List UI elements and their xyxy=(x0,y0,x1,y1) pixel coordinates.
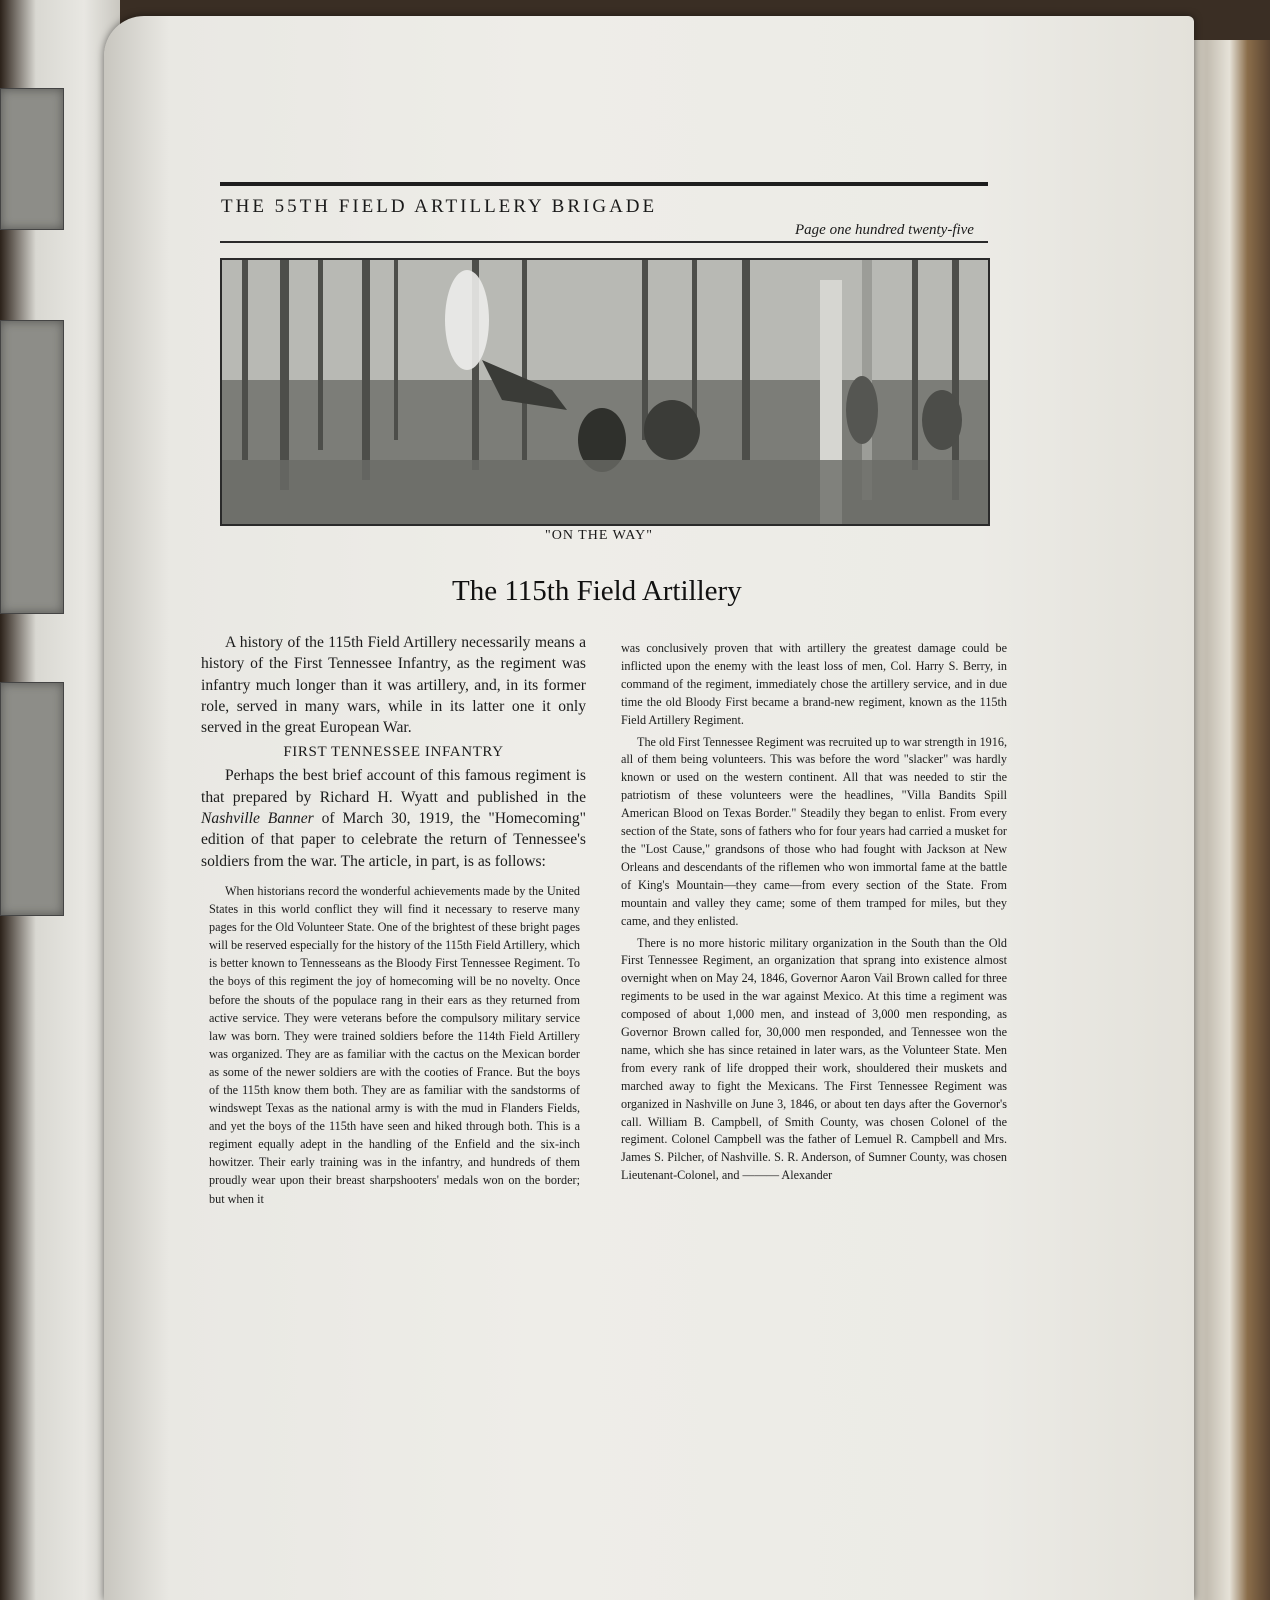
page-number: Page one hundred twenty-five xyxy=(795,222,974,238)
right-paragraph-1: was conclusively proven that with artillery the greatest damage could be inflicted upon the enemy with the least loss of men, Col. Harry S. Berry, in command of the regiment, immediately chose the artillery service, and in due time the old Bloody First became a brand-new regiment, known as the 115th Field Artillery Regiment. xyxy=(621,641,1007,727)
header-rule-bottom xyxy=(220,241,988,243)
forest-artillery-photo xyxy=(220,258,990,526)
left-column xyxy=(201,632,586,1208)
newspaper-name: Nashville Banner xyxy=(201,810,314,828)
account-text-1: Perhaps the best brief account of this famous regiment is that prepared by Richard H. Wyatt and published in the xyxy=(201,767,586,806)
section-subhead: FIRST TENNESSEE INFANTRY xyxy=(283,744,504,761)
left-page-photo-edge xyxy=(0,88,64,230)
right-column xyxy=(621,640,1007,1189)
photo-illustration xyxy=(222,260,988,524)
article-title: The 115th Field Artillery xyxy=(452,575,742,607)
right-paragraph-2: The old First Tennessee Regiment was recruited up to war strength in 1916, all of them being volunteers. This was before the word "slacker" was hardly known or used on the western continent. All that was needed to stir the patriotism of these volunteers were the headlines, "Villa Bandits Spill American Blood on Texas Border." Steadily they began to enlist. From every section of the State, sons of fathers who for four years had carried a musket for the "Lost Cause," grandsons of those who had fought with Jackson at New Orleans and descendants of the riflemen who won immortal fame at the battle of King's Mountain—they came—from every section of the State. From mountain and valley they came; some of them tramped for miles, but they came, and they enlisted. xyxy=(621,734,1007,928)
left-page-photo-edge xyxy=(0,320,64,614)
photo-caption: "ON THE WAY" xyxy=(545,528,653,543)
left-page-photo-edge xyxy=(0,682,64,916)
intro-paragraph: A history of the 115th Field Artillery necessarily means a history of the First Tennessee Infantry, as the regiment was infantry much longer than it was artillery, and, in its former role, served in many wars, while in its latter one it only served in the great European War. xyxy=(201,634,586,737)
header-rule-top xyxy=(220,182,988,186)
account-paragraph xyxy=(201,765,586,871)
quoted-passage: When historians record the wonderful achievements made by the United States in this world conflict they will find it necessary to reserve many pages for the Old Volunteer State. One of the brightest of these bright pages will be reserved especially for the history of the 115th Field Artillery, which is better known to Tennesseans as the Bloody First Tennessee Regiment. To the boys of this regiment the joy of homecoming will be no novelty. Once before the shouts of the populace rang in their ears as they returned from active service. They were veterans before the compulsory military service law was born. They were trained soldiers before the 114th Field Artillery was organized. They are as familiar with the cactus on the Mexican border as some of the newer soldiers are with the cooties of France. But the boys of the 115th know them both. They are as familiar with the sandstorms of windswept Texas as the national army is with the mud in Flanders Fields, and yet the boys of the 115th have seen and hiked through both. This is a regiment equally adept in the handling of the Enfield and the six-inch howitzer. Their early training was in the infantry, and hundreds of them proudly wear upon their breast sharpshooters' medals won on the border; but when it xyxy=(209,883,580,1206)
right-paragraph-3: There is no more historic military organization in the South than the Old First Tennessee Regiment, an organization that sprang into existence almost overnight when on May 24, 1846, Governor Aaron Vail Brown called for three regiments to be used in the war against Mexico. At this time a regiment was composed of about 1,000 men, and instead of 3,000 men responding, as Governor Brown called for, 30,000 men responded, and Tennessee won the name, which she has since retained in later wars, as the Volunteer State. Men from every rank of life dropped their work, shouldered their muskets and marched away to fight the Mexicans. The First Tennessee Regiment was organized in Nashville on June 3, 1846, or about ten days after the Governor's call. William B. Campbell, of Smith County, was chosen Colonel of the regiment. Colonel Campbell was the father of Lemuel R. Campbell and Mrs. James S. Pilcher, of Nashville. S. R. Anderson, of Sumner County, was chosen Lieutenant-Colonel, and ——— Alexander xyxy=(621,935,1007,1183)
account-text-2: of March 30, 1919, the "Homecoming" edition of that paper to celebrate the return of Tennessee's soldiers from the war. The article, in part, is as follows: xyxy=(201,810,586,870)
running-title: THE 55TH FIELD ARTILLERY BRIGADE xyxy=(221,196,658,217)
